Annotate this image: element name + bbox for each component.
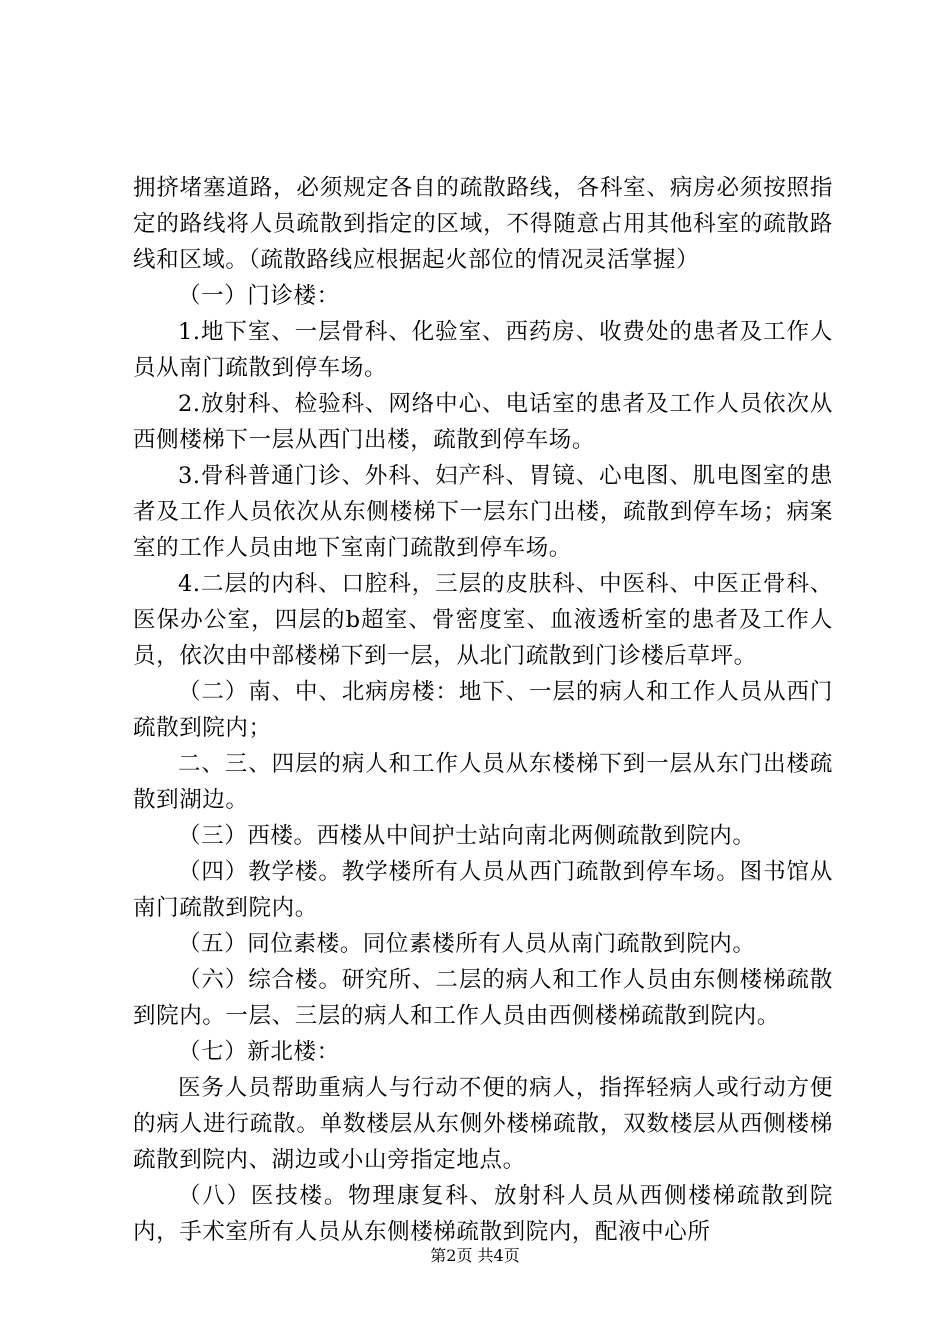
paragraph: 医务人员帮助重病人与行动不便的病人，指挥轻病人或行动方便的病人进行疏散。单数楼层从东侧外楼梯疏散，双数楼层从西侧楼梯疏散到院内、湖边或小山旁指定地点。 (133, 1075, 833, 1173)
page-number: 第2页 共4页 (430, 1246, 520, 1265)
paragraph: 二、三、四层的病人和工作人员从东楼梯下到一层从东门出楼疏散到湖边。 (133, 751, 833, 813)
paragraph: （二）南、中、北病房楼：地下、一层的病人和工作人员从西门疏散到院内； (133, 679, 833, 741)
paragraph: （八）医技楼。物理康复科、放射科人员从西侧楼梯疏散到院内，手术室所有人员从东侧楼梯疏散到院内，配液中心所 (133, 1183, 833, 1245)
paragraph: （六）综合楼。研究所、二层的病人和工作人员由东侧楼梯疏散到院内。一层、三层的病人和工作人员由西侧楼梯疏散到院内。 (133, 967, 833, 1029)
document-body (133, 170, 833, 1250)
paragraph: （三）西楼。西楼从中间护士站向南北两侧疏散到院内。 (178, 823, 756, 849)
paragraph: 拥挤堵塞道路，必须规定各自的疏散路线，各科室、病房必须按照指定的路线将人员疏散到指定的区域，不得随意占用其他科室的疏散路线和区域。（疏散路线应根据起火部位的情况灵活掌握） (133, 175, 833, 273)
paragraph: （四）教学楼。教学楼所有人员从西门疏散到停车场。图书馆从南门疏散到院内。 (133, 859, 833, 921)
paragraph: （五）同位素楼。同位素楼所有人员从南门疏散到院内。 (178, 931, 756, 957)
page-footer (0, 1243, 950, 1266)
paragraph: 1.地下室、一层骨科、化验室、西药房、收费处的患者及工作人员从南门疏散到停车场。 (133, 319, 833, 381)
paragraph: 4.二层的内科、口腔科，三层的皮肤科、中医科、中医正骨科、医保办公室，四层的b超室、骨密度室、血液透析室的患者及工作人员，依次由中部楼梯下到一层，从北门疏散到门诊楼后草坪。 (133, 571, 833, 669)
paragraph: 2.放射科、检验科、网络中心、电话室的患者及工作人员依次从西侧楼梯下一层从西门出楼，疏散到停车场。 (133, 391, 833, 453)
paragraph: （一）门诊楼： (178, 283, 340, 309)
paragraph: 3.骨科普通门诊、外科、妇产科、胃镜、心电图、肌电图室的患者及工作人员依次从东侧楼梯下一层东门出楼，疏散到停车场；病案室的工作人员由地下室南门疏散到停车场。 (133, 463, 833, 561)
paragraph: （七）新北楼： (178, 1039, 340, 1065)
